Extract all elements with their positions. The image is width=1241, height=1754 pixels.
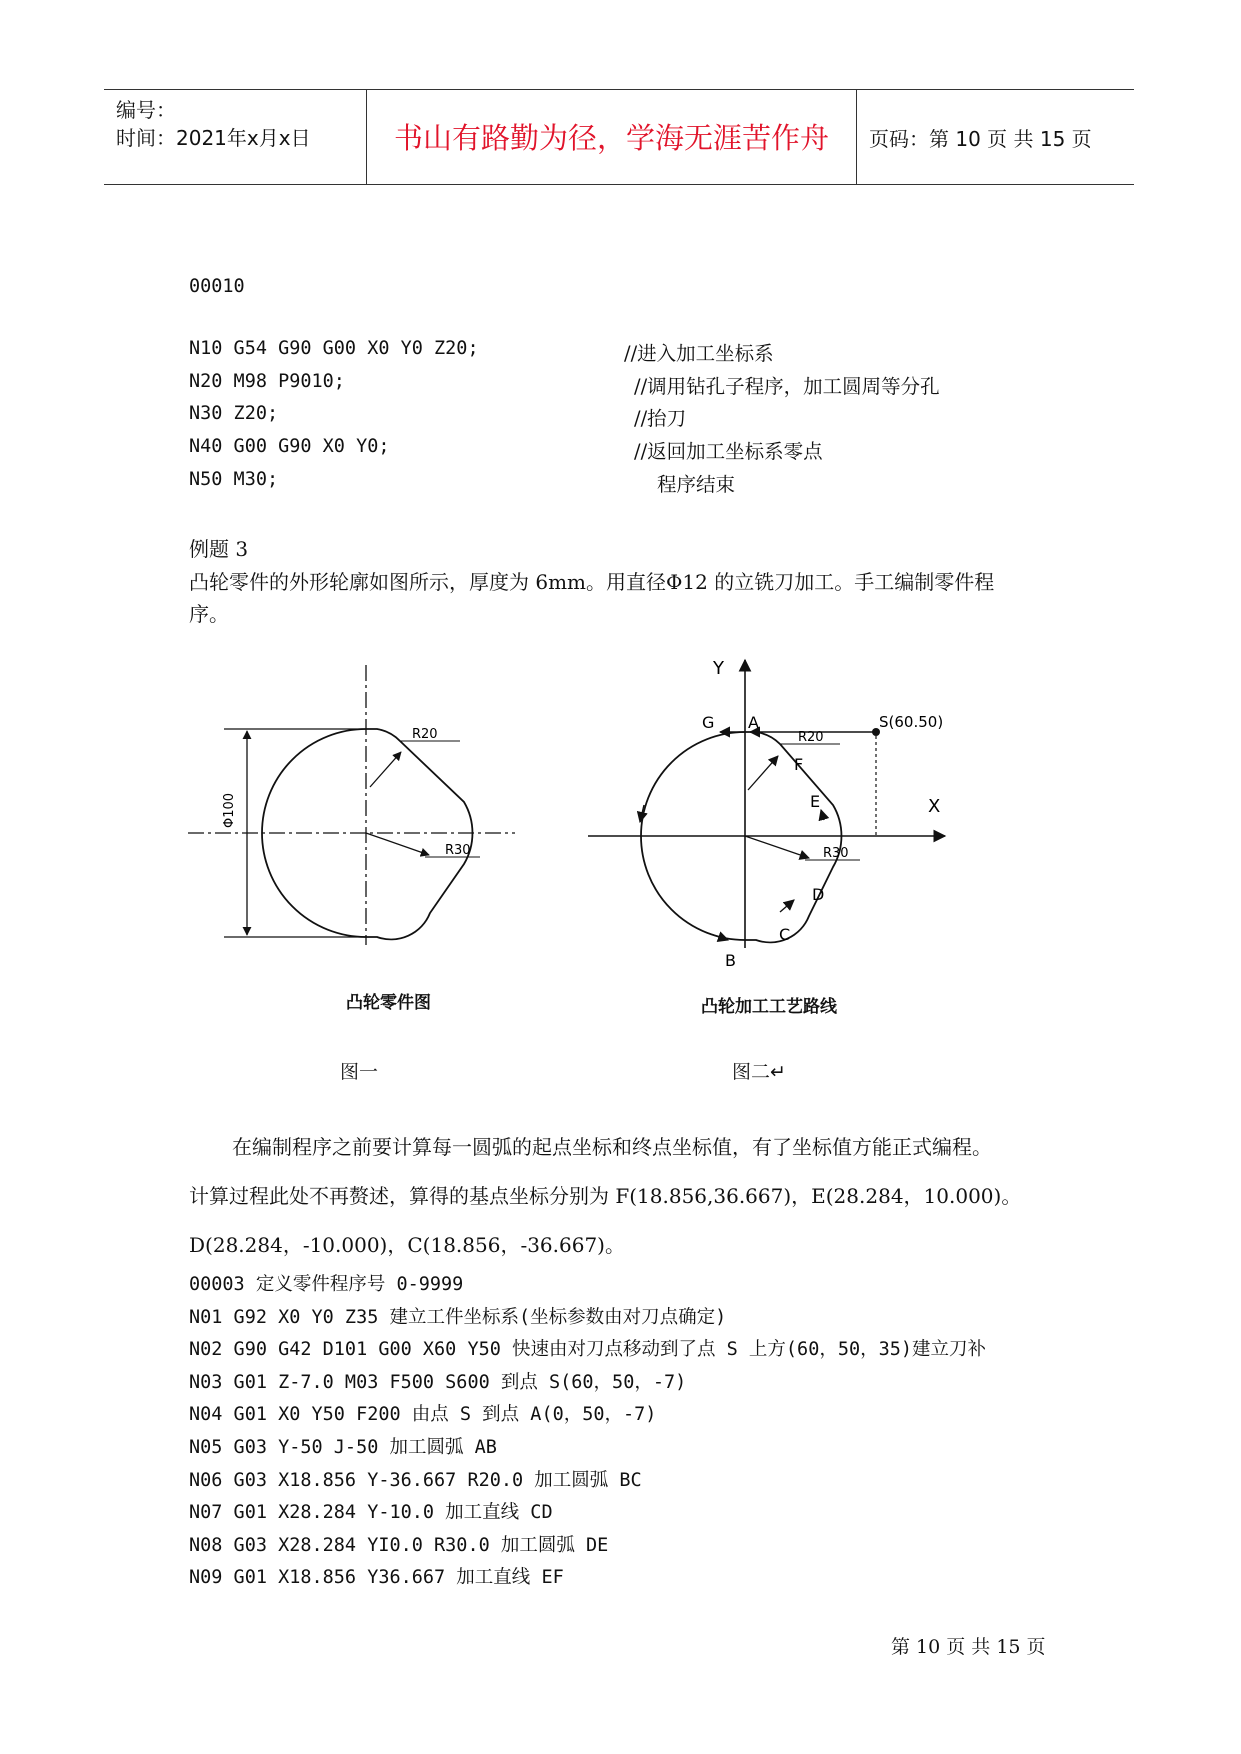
program1-comment: //抬刀 <box>634 407 687 430</box>
cam-profile <box>262 729 472 939</box>
program1-code: N40 G00 G90 X0 Y0; <box>189 436 390 457</box>
calc-line-1: 在编制程序之前要计算每一圆弧的起点坐标和终点坐标值，有了坐标值方能正式编程。 <box>232 1135 992 1159</box>
path-direction-e-arrow <box>821 810 824 820</box>
r30-label: R30 <box>823 846 849 861</box>
program1-code: N20 M98 P9010; <box>189 371 345 392</box>
document-header <box>104 89 1134 185</box>
footer-page-number: 第 10 页 共 15 页 <box>891 1636 1046 1658</box>
path-direction-c-arrow <box>780 900 794 912</box>
example-heading: 例题 3 <box>189 537 249 561</box>
program2-line: 00003 定义零件程序号 0-9999 <box>189 1274 464 1295</box>
calc-line-2: 计算过程此处不再赘述，算得的基点坐标分别为 F(18.856,36.667)，E(28.284，10.000)。 <box>189 1184 1022 1208</box>
program1-comment: //返回加工坐标系零点 <box>634 440 823 463</box>
r20-label: R20 <box>412 727 438 742</box>
program1-code: N30 Z20; <box>189 403 279 424</box>
program1-comment: //调用钻孔子程序，加工圆周等分孔 <box>634 375 940 398</box>
program2-line: N09 G01 X18.856 Y36.667 加工直线 EF <box>189 1567 564 1588</box>
figure2-label: 图二↵ <box>732 1061 786 1083</box>
r20-arrow <box>748 756 778 790</box>
program2-line: N02 G90 G42 D101 G00 X60 Y50 快速由对刀点移动到了点 S 上方(60，50，35)建立刀补 <box>189 1339 987 1360</box>
diameter-label: Φ100 <box>222 792 237 828</box>
machining-path-diagram <box>580 650 960 970</box>
serial-label: 编号： <box>116 98 176 122</box>
program1-code: N10 G54 G90 G00 X0 Y0 Z20; <box>189 338 479 359</box>
program2-line: N05 G03 Y-50 J-50 加工圆弧 AB <box>189 1437 497 1458</box>
figure2-caption: 凸轮加工工艺路线 <box>701 997 837 1017</box>
point-e-label: E <box>810 792 821 811</box>
r20-label: R20 <box>798 730 824 745</box>
program1-comment: //进入加工坐标系 <box>624 342 774 365</box>
r30-arrow <box>745 836 809 858</box>
point-s-label: S(60.50) <box>879 713 944 731</box>
r30-label: R30 <box>445 843 471 858</box>
motto-text: 书山有路勤为径，学海无涯苦作舟 <box>393 121 829 155</box>
r30-arrow <box>366 833 429 855</box>
figure1-caption: 凸轮零件图 <box>346 993 431 1013</box>
date-label: 时间：2021年x月x日 <box>116 126 311 150</box>
program2-line: N01 G92 X0 Y0 Z35 建立工件坐标系(坐标参数由对刀点确定) <box>189 1307 727 1328</box>
program2-line: N04 G01 X0 Y50 F200 由点 S 到点 A(0，50，-7) <box>189 1404 657 1425</box>
point-b-label: B <box>725 951 736 970</box>
program1-code: N50 M30; <box>189 469 279 490</box>
header-right-cell <box>857 90 1134 184</box>
program2-line: N06 G03 X18.856 Y-36.667 R20.0 加工圆弧 BC <box>189 1470 642 1491</box>
path-direction-b-arrow <box>705 932 728 940</box>
program2-line: N07 G01 X28.284 Y-10.0 加工直线 CD <box>189 1502 553 1523</box>
example-text-cont: 序。 <box>189 602 229 626</box>
point-a-label: A <box>748 713 759 732</box>
figure1-label: 图一 <box>340 1061 379 1083</box>
header-left-cell <box>104 90 367 184</box>
y-axis-label: Y <box>713 658 724 679</box>
program2-line: N03 G01 Z-7.0 M03 F500 S600 到点 S(60，50，-7) <box>189 1372 687 1393</box>
calc-line-3: D(28.284，-10.000)，C(18.856，-36.667)。 <box>189 1233 625 1257</box>
program1-comment: 程序结束 <box>657 473 736 496</box>
x-axis-label: X <box>928 796 941 817</box>
example-text: 凸轮零件的外形轮廓如图所示，厚度为 6mm。用直径Φ12 的立铣刀加工。手工编制零件程 <box>189 570 995 594</box>
point-f-label: F <box>794 755 804 774</box>
tool-path <box>641 732 841 942</box>
header-middle-cell <box>367 90 857 184</box>
cam-part-diagram <box>180 650 480 950</box>
r20-arrow <box>370 752 401 787</box>
header-page-info: 页码：第 10 页 共 15 页 <box>869 127 1092 151</box>
program2-line: N08 G03 X28.284 YI0.0 R30.0 加工圆弧 DE <box>189 1535 609 1556</box>
point-c-label: C <box>779 925 791 944</box>
point-g-label: G <box>702 713 715 732</box>
point-d-label: D <box>812 885 825 904</box>
program1-title: 00010 <box>189 276 245 297</box>
